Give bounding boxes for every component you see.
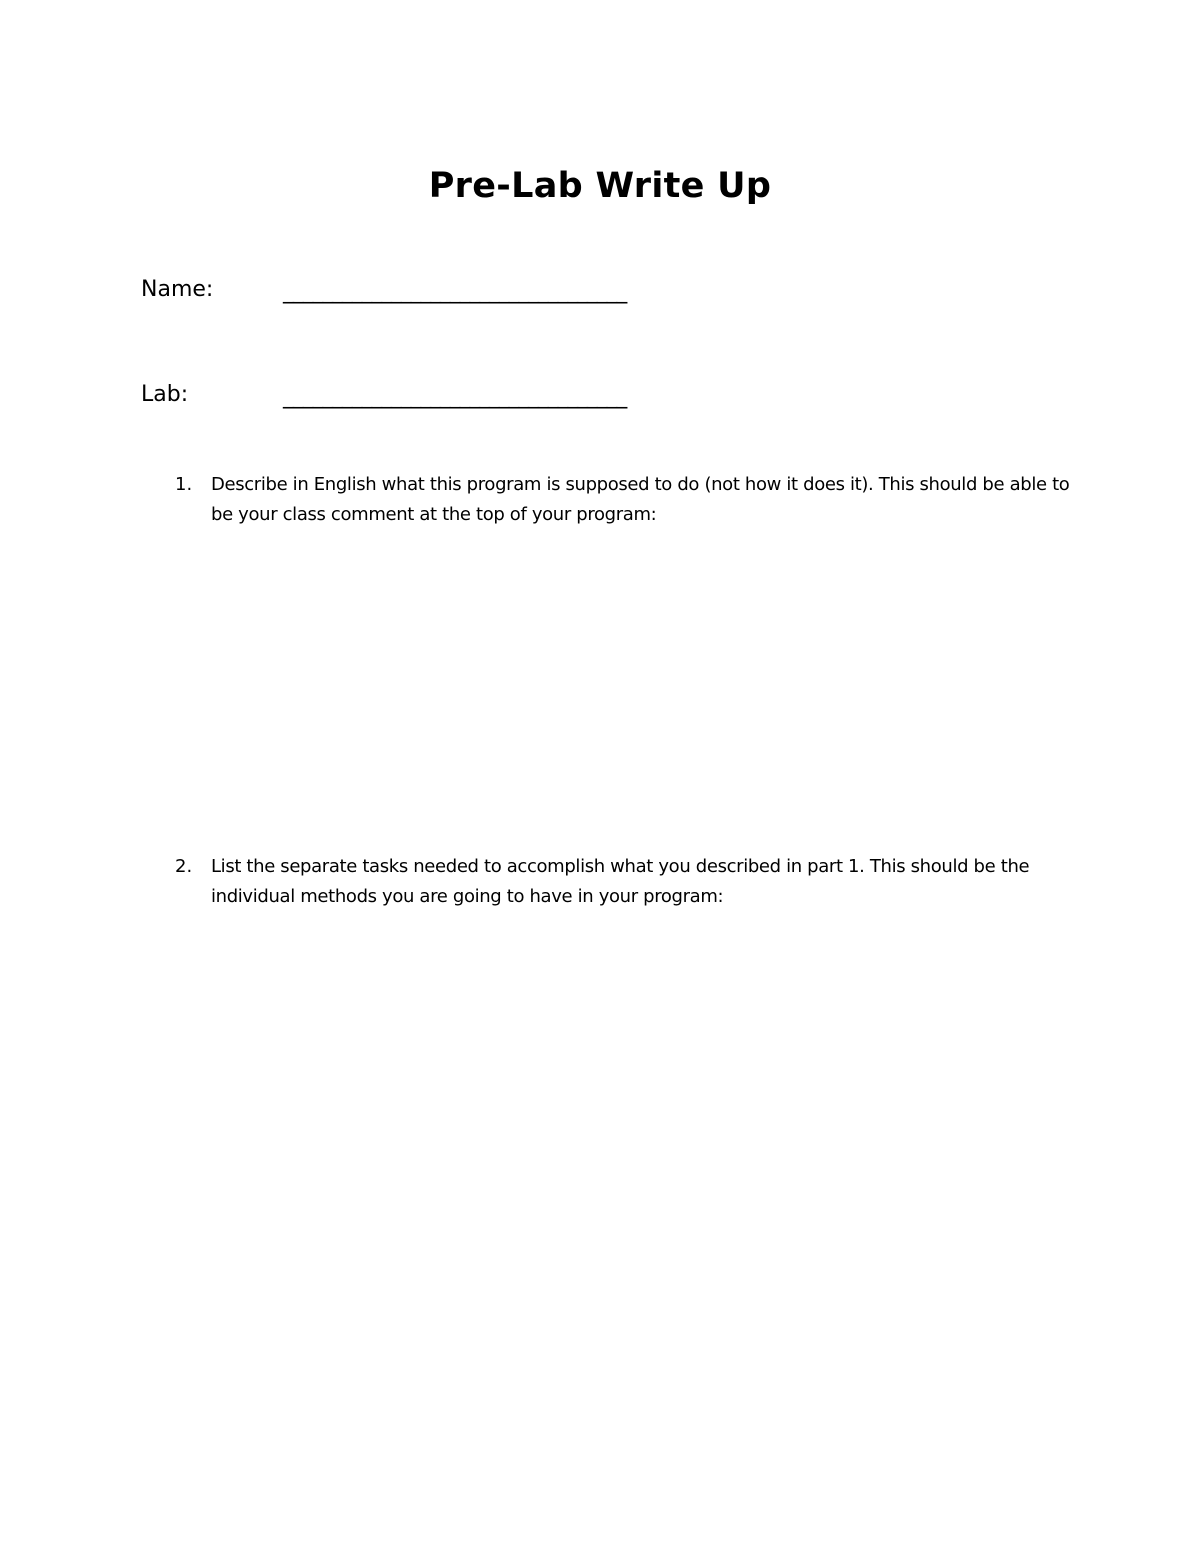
page-title: Pre-Lab Write Up: [428, 166, 772, 206]
name-blank-line: ___________________________________: [283, 279, 627, 304]
lab-label: Lab:: [141, 382, 189, 407]
question-item: [175, 470, 1075, 530]
lab-blank-line: ___________________________________: [283, 384, 627, 409]
question-number: 2.: [175, 856, 193, 877]
question-text: Describe in English what this program is supposed to do (not how it does it). This should be able to be your class comment at the top of your program:: [211, 474, 1070, 525]
name-label: Name:: [141, 277, 214, 302]
question-item: [175, 852, 1075, 912]
question-text: List the separate tasks needed to accomplish what you described in part 1. This should be the individual methods you are going to have in your program:: [211, 856, 1030, 907]
question-number: 1.: [175, 474, 193, 495]
